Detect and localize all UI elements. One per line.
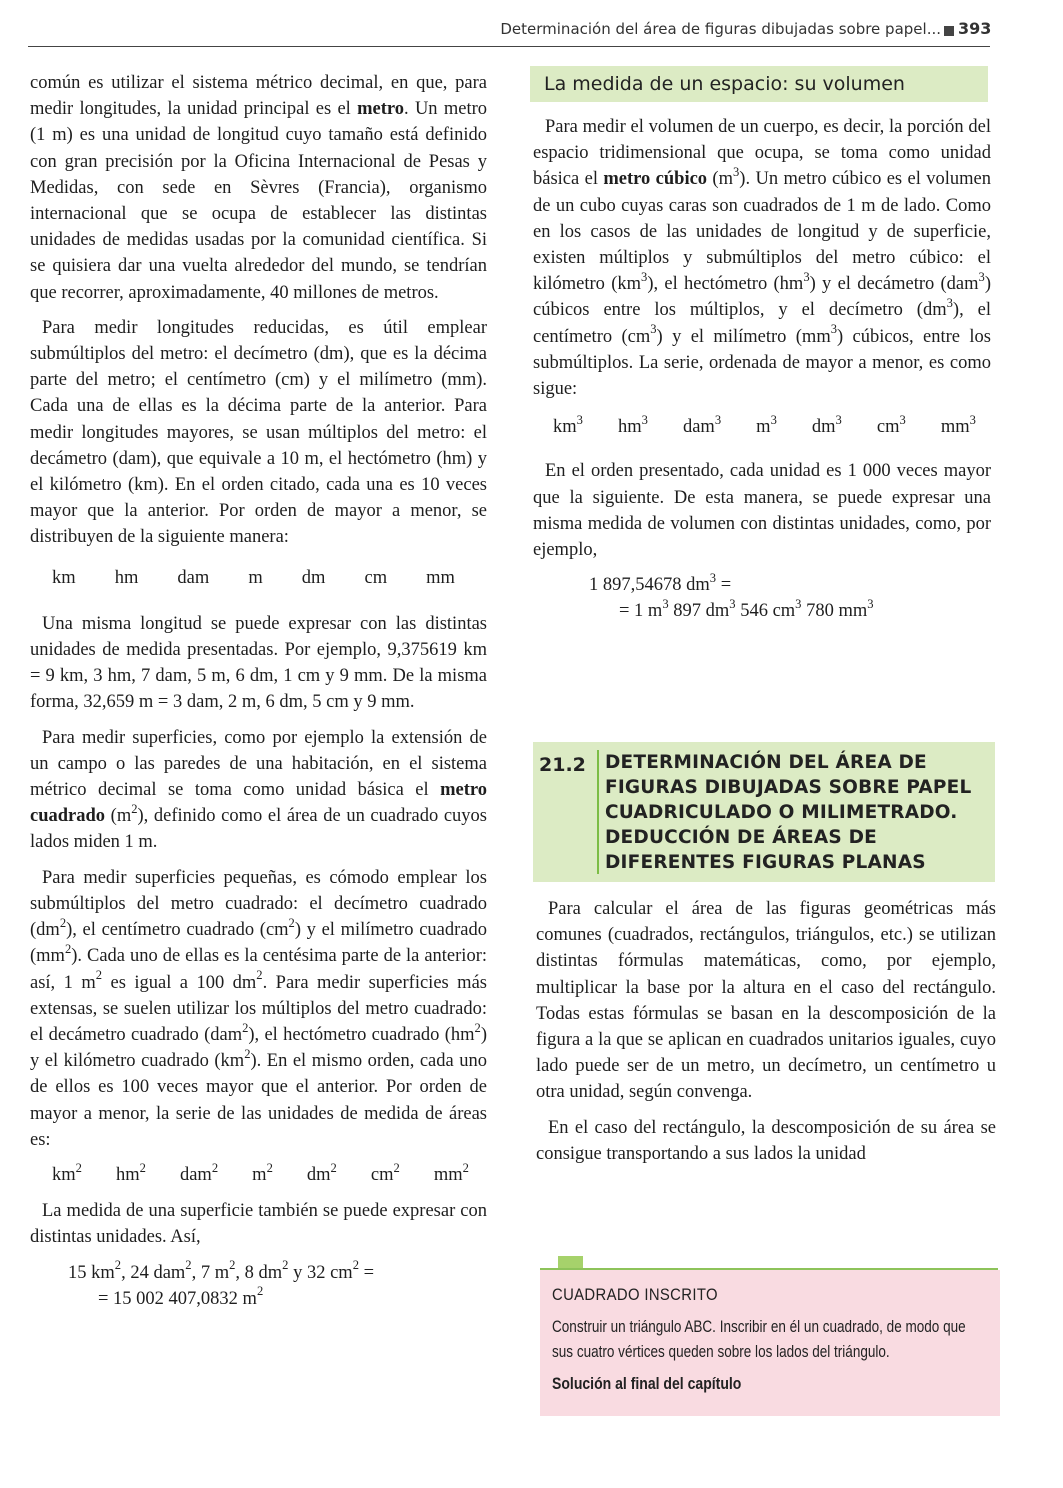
section-number: 21.2 — [539, 754, 586, 776]
section-title: DETERMINACIÓN DEL ÁREA DE FIGURAS DIBUJADAS SOBRE PAPEL CUADRICULADO O MILIMETRADO. DEDUCCIÓN DE ÁREAS DE DIFERENTES FIGURAS PLANAS — [605, 752, 972, 873]
problem-solution: Solución al final del capítulo — [552, 1375, 742, 1393]
paragraph: Para medir superficies, como por ejemplo la extensión de un campo o las paredes de una habitación, en el sistema métrico decimal se toma como unidad básica el metro cuadrado $(m^2)$, definido como el área de un cuadrado cuyos lados miden 1 m. — [30, 727, 487, 853]
paragraph: Para medir longitudes reducidas, es útil emplear submúltiplos del metro: el decímetro (dm), que es la décima parte del metro; el centímetro (cm) y el milímetro (mm). Cada una de ellas es la décima parte de la anterior. Para medir longitudes mayores, se usan múltiplos del metro: el decámetro (dam), que equivale a 10 m, el hectómetro (hm) y el kilómetro (km). En el orden citado, cada una es 10 veces mayor que la anterior. Por orden de mayor a menor, se distribuyen de la siguiente manera: — [30, 317, 487, 548]
right-column-top — [533, 114, 991, 633]
volume-formula: 1 897,54678 $dm^3$ = = 1 $m^3$ 897 $dm^3$ 546 $cm^3$ 780 $mm^3$ — [589, 570, 874, 622]
area-units-row: $km^2$ $hm^2$ dam$^2$ $m^2$ $dm^2$ $cm^2$ $mm^2$ — [52, 1160, 469, 1185]
header-rule — [28, 46, 990, 47]
section-heading — [533, 742, 995, 882]
paragraph: Para medir superficies pequeñas, es cómodo emplear los submúltiplos del metro cuadrado: el decímetro cuadrado $(dm^2)$, el centímetro cuadrado $(cm^2)$ y el milímetro cuadrado $(mm^2)$. Cada uno de ellas es la centésima parte de la anterior: así, 1 $m^2$ es igual a 100 $dm^2$. Para medir superficies más extensas, se suelen utilizar los múltiplos del metro cuadrado: el decámetro cuadrado (dam$^2$), el hectómetro cuadrado $(hm^2)$ y el kilómetro cuadrado $(km^2)$. En el mismo orden, cada uno de ellos es 100 veces mayor que el anterior. Por orden de mayor a menor, la serie de las unidades de medida de áreas es: — [30, 867, 487, 1150]
volume-units-row: $km^3$ $hm^3$ dam$^3$ $m^3$ $dm^3$ $cm^3$ $mm^3$ — [553, 412, 976, 438]
area-formula: 15 $km^2$, 24 dam$^2$, 7 $m^2$, 8 $dm^2$ y 32 $cm^2$ = = 15 002 407,0832 $m^2$ — [68, 1258, 375, 1309]
problem-title: CUADRADO INSCRITO — [552, 1286, 718, 1304]
page-number: 393 — [958, 19, 992, 38]
header-square-icon — [944, 26, 954, 36]
paragraph: Para medir el volumen de un cuerpo, es decir, la porción del espacio tridimensional que ocupa, se toma como unidad básica el metro cúbico $(m^3)$. Un metro cúbico es el volumen de un cubo cuyas caras son cuadrados de 1 m de lado. Como en los casos de las unidades de longitud y de superficie, existen múltiplos y submúltiplos del metro cúbico: el kilómetro $(km^3)$, el hectómetro $(hm^3)$ y el decámetro (dam$^3$) cúbicos entre los múltiplos, y el decímetro $(dm^3)$, el centímetro $(cm^3)$ y el milímetro $(mm^3)$ cúbicos, entre los submúltiplos. La serie, ordenada de mayor a menor, es como sigue: — [533, 117, 992, 400]
paragraph: Una misma longitud se puede expresar con las distintas unidades de medida presentadas. Por ejemplo, 9,375619 km = 9 km, 3 hm, 7 dam, 5 m, 6 dm, 1 cm y 9 mm. De la misma forma, 32,659 m = 3 dam, 2 m, 6 dm, 5 cm y 9 mm. — [30, 613, 487, 713]
running-title: Determinación del área de figuras dibujadas sobre papel... — [500, 20, 941, 38]
problem-box — [540, 1270, 1000, 1416]
problem-text: Construir un triángulo ABC. Inscribir en él un cuadrado, de modo que sus cuatro vértices queden sobre los lados del triángulo. — [552, 1318, 966, 1361]
paragraph: En el caso del rectángulo, la descomposición de su área se consigue transportando a sus lados la unidad — [536, 1117, 996, 1164]
right-column-bottom — [536, 896, 996, 1176]
paragraph: En el orden presentado, cada unidad es 1 000 veces mayor que la siguiente. De esta manera, se puede expresar una misma medida de volumen con distintas unidades, como, por ejemplo, — [533, 461, 991, 561]
length-units-row: km hm dam m dm cm mm — [52, 567, 455, 588]
volume-section-banner: La medida de un espacio: su volumen — [530, 66, 988, 102]
paragraph: Para calcular el área de las figuras geométricas más comunes (cuadrados, rectángulos, triángulos, etc.) se utilizan distintas fórmulas matemáticas, como, por ejemplo, multiplicar la base por la altura en el caso del rectángulo. Todas estas fórmulas se basan en la descomposición de la figura a la que se aplican en cuadrados unitarios iguales, cuyo lado puede ser de un metro, un decímetro, un centímetro u otra unidad, según convenga. — [536, 899, 996, 1103]
paragraph: común es utilizar el sistema métrico decimal, en que, para medir longitudes, la unidad principal es el metro. Un metro (1 m) es una unidad de longitud cuyo tamaño está definido con gran precisión por la Oficina Internacional de Pesas y Medidas, con sede en Sèvres (Francia), organismo internacional que se ocupa de establecer las distintas unidades de medidas usadas por la comunidad científica. Si se quisiera dar una vuelta alrededor del mundo, se tendrían que recorrer, aproximadamente, 40 millones de metros. — [30, 73, 487, 303]
left-column — [30, 70, 487, 1320]
paragraph: La medida de una superficie también se puede expresar con distintas unidades. Así, — [30, 1201, 487, 1248]
